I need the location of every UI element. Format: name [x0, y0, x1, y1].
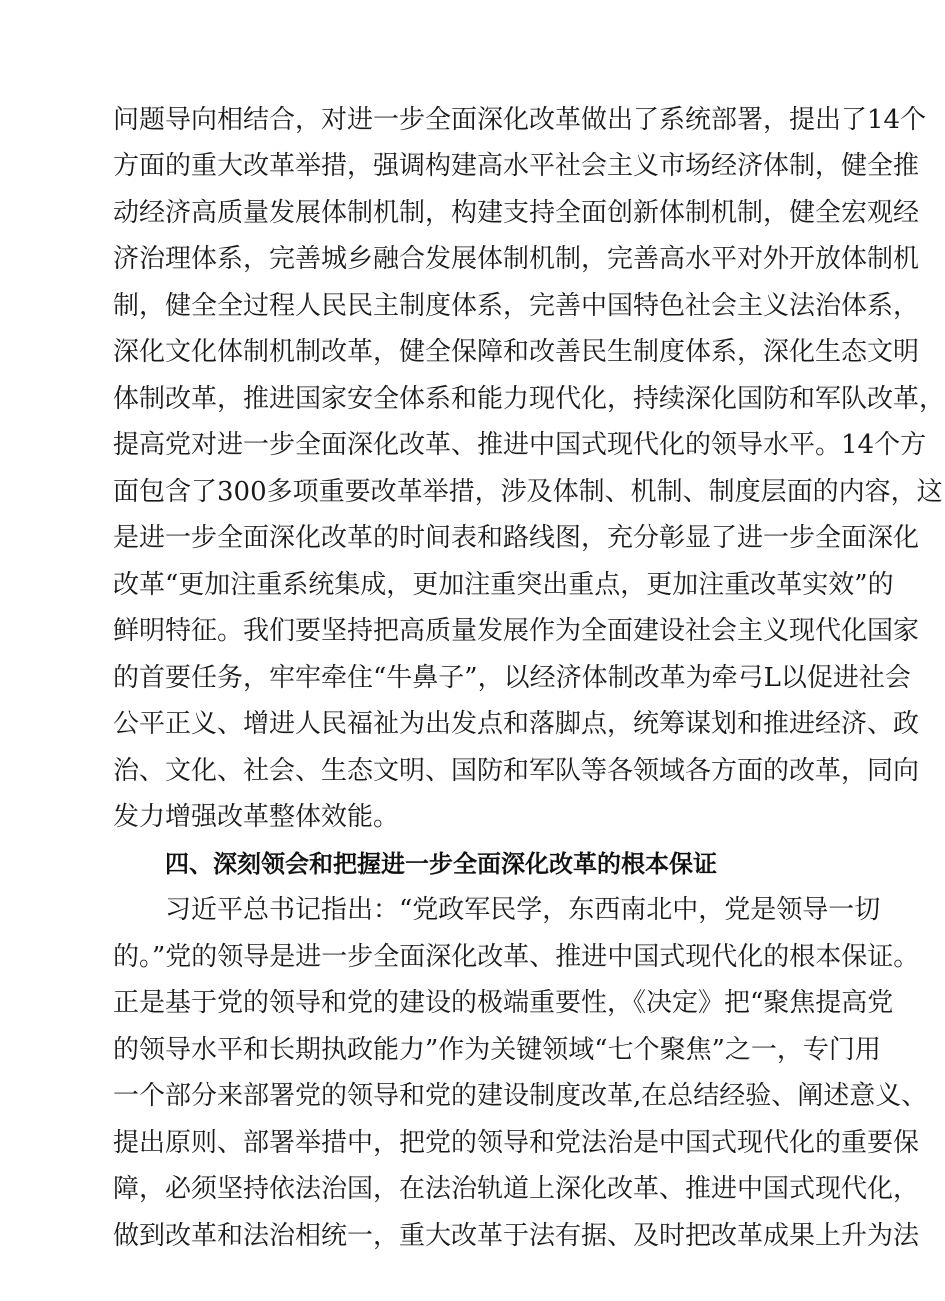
paragraph-line: 面包含了300多项重要改革举措，涉及体制、机制、制度层面的内容，这	[113, 477, 943, 507]
paragraph-line: 体制改革，推进国家安全体系和能力现代化，持续深化国防和军队改革，	[113, 384, 945, 414]
paragraph-line: 鲜明特征。我们要坚持把高质量发展作为全面建设社会主义现代化国家	[113, 616, 920, 646]
paragraph-line: 一个部分来部署党的领导和党的建设制度改革,在总结经验、阐述意义、	[113, 1081, 928, 1111]
section-heading: 四、深刻领会和把握进一步全面深化改革的根本保证	[165, 850, 717, 878]
paragraph-line: 发力增强改革整体效能。	[113, 802, 400, 832]
paragraph-line: 动经济高质量发展体制机制，构建支持全面创新体制机制，健全宏观经	[113, 198, 920, 228]
paragraph-line: 治、文化、社会、生态文明、国防和军队等各领域各方面的改革，同向	[113, 756, 920, 786]
paragraph-line: 问题导向相结合，对进一步全面深化改革做出了系统部署，提出了14个	[113, 105, 927, 135]
paragraph-line: 改革“更加注重系统集成，更加注重突出重点，更加注重改革实效”的	[113, 570, 894, 600]
paragraph-line: 公平正义、增进人民福祉为出发点和落脚点，统筹谋划和推进经济、政	[113, 709, 920, 739]
paragraph-line: 深化文化体制机制改革，健全保障和改善民生制度体系，深化生态文明	[113, 337, 920, 367]
paragraph-line: 济治理体系，完善城乡融合发展体制机制，完善高水平对外开放体制机	[113, 244, 920, 274]
paragraph-line: 是进一步全面深化改革的时间表和路线图，充分彰显了进一步全面深化	[113, 523, 920, 553]
paragraph-line: 的。”党的领导是进一步全面深化改革、推进中国式现代化的根本保证。	[113, 942, 920, 972]
paragraph-line: 的首要任务，牢牢牵住“牛鼻子”，以经济体制改革为牵弓L以促进社会	[113, 663, 911, 693]
paragraph-line: 制，健全全过程人民民主制度体系，完善中国特色社会主义法治体系，	[113, 291, 920, 321]
paragraph-line: 障，必须坚持依法治国，在法治轨道上深化改革、推进中国式现代化，	[113, 1174, 920, 1204]
paragraph-line: 方面的重大改革举措，强调构建高水平社会主义市场经济体制，健全推	[113, 151, 920, 181]
paragraph-line: 提出原则、部署举措中，把党的领导和党法治是中国式现代化的重要保	[113, 1128, 920, 1158]
paragraph-line: 正是基于党的领导和党的建设的极端重要性，《决定》把“聚焦提高党	[113, 988, 894, 1018]
paragraph-line: 提高党对进一步全面深化改革、推进中国式现代化的领导水平。14个方	[113, 430, 927, 460]
paragraph-line: 习近平总书记指出：“党政军民学，东西南北中，党是领导一切	[165, 895, 881, 925]
paragraph-line: 做到改革和法治相统一，重大改革于法有据、及时把改革成果上升为法	[113, 1221, 920, 1251]
paragraph-line: 的领导水平和长期执政能力”作为关键领域“七个聚焦”之一，专门用	[113, 1035, 881, 1065]
